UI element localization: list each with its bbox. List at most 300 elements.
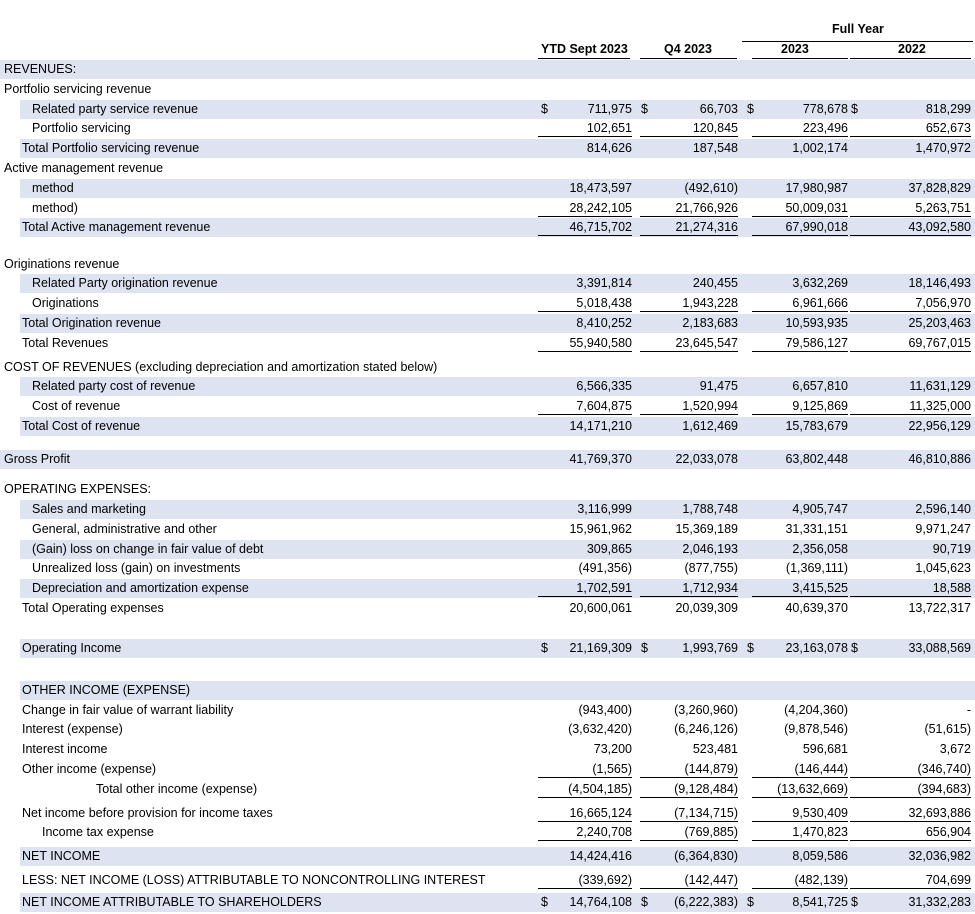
table-row	[20, 500, 975, 519]
table-cell	[752, 296, 848, 312]
row-label: (Gain) loss on change in fair value of debt	[32, 542, 264, 556]
table-cell	[538, 782, 632, 798]
cell-value: 1,002,174	[792, 141, 848, 155]
table-cell	[640, 379, 738, 394]
table-row	[0, 60, 975, 79]
table-cell	[850, 296, 971, 312]
cell-value: 11,325,000	[909, 399, 971, 413]
table-cell	[538, 316, 632, 331]
row-label: NET INCOME ATTRIBUTABLE TO SHAREHOLDERS	[22, 895, 322, 909]
cell-value: 309,865	[586, 542, 632, 556]
cell-value: 40,639,370	[785, 601, 848, 615]
table-cell	[538, 641, 632, 656]
column-header-2023: 2023	[781, 42, 809, 56]
cell-value: 1,520,994	[682, 399, 738, 413]
cell-value: 31,331,151	[785, 522, 848, 536]
cell-value: (51,615)	[924, 722, 971, 736]
table-cell	[850, 601, 971, 616]
cell-value: 814,626	[586, 141, 632, 155]
cell-value: 31,332,283	[908, 895, 971, 909]
cell-value: 28,242,105	[569, 201, 632, 215]
cell-value: 90,719	[932, 542, 971, 556]
cell-value: 18,473,597	[569, 181, 632, 195]
cell-value: (491,356)	[578, 561, 632, 575]
row-label: Total Active management revenue	[22, 220, 211, 234]
table-row	[0, 80, 975, 99]
cell-value: 8,410,252	[576, 316, 632, 330]
table-cell	[640, 641, 738, 656]
cell-value: 523,481	[692, 742, 738, 756]
dollar-sign: $	[747, 641, 754, 655]
cell-value: (339,692)	[578, 873, 632, 887]
column-header-ytd: YTD Sept 2023	[541, 42, 628, 56]
table-cell	[538, 806, 632, 822]
table-cell	[752, 452, 848, 467]
row-label: Related party service revenue	[32, 102, 199, 116]
cell-value: 656,904	[925, 825, 971, 839]
cell-value: 15,783,679	[785, 419, 848, 433]
row-label: Total Portfolio servicing revenue	[22, 141, 200, 155]
cell-value: 1,993,769	[682, 641, 738, 655]
dollar-sign: $	[641, 641, 648, 655]
table-cell	[538, 452, 632, 467]
table-row	[0, 559, 975, 578]
table-cell	[752, 762, 848, 778]
cell-value: 240,455	[692, 276, 738, 290]
cell-value: 18,146,493	[908, 276, 971, 290]
dollar-sign: $	[747, 895, 754, 909]
cell-value: (3,632,420)	[568, 722, 632, 736]
cell-value: 21,274,316	[675, 220, 738, 234]
table-cell	[752, 825, 848, 841]
cell-value: 20,600,061	[569, 601, 632, 615]
table-cell	[538, 895, 632, 910]
row-label: Total Cost of revenue	[22, 419, 141, 433]
row-label: Total Revenues	[22, 336, 109, 350]
full-year-header: Full Year	[832, 22, 884, 36]
cell-value: 46,715,702	[569, 220, 632, 234]
cell-value: (394,683)	[917, 782, 971, 796]
cell-value: 55,940,580	[569, 336, 632, 350]
table-cell	[850, 220, 971, 236]
table-cell	[752, 220, 848, 236]
table-cell	[752, 399, 848, 415]
row-label: OTHER INCOME (EXPENSE)	[22, 683, 191, 697]
row-label: Related party cost of revenue	[32, 379, 196, 393]
table-cell	[538, 379, 632, 394]
cell-value: (6,246,126)	[674, 722, 738, 736]
cell-value: 15,961,962	[569, 522, 632, 536]
row-label: Originations revenue	[4, 257, 120, 271]
dollar-sign: $	[641, 102, 648, 116]
dollar-sign: $	[541, 102, 548, 116]
cell-value: 2,183,683	[682, 316, 738, 330]
table-cell	[752, 121, 848, 137]
cell-value: 120,845	[692, 121, 738, 135]
cell-value: (13,632,669)	[777, 782, 848, 796]
cell-value: 818,299	[925, 102, 971, 116]
cell-value: 9,971,247	[915, 522, 971, 536]
table-row	[20, 139, 975, 158]
table-cell	[640, 542, 738, 557]
cell-value: 704,699	[925, 873, 971, 887]
table-cell	[640, 873, 738, 889]
cell-value: 46,810,886	[908, 452, 971, 466]
cell-value: 73,200	[593, 742, 632, 756]
cell-value: 2,596,140	[915, 502, 971, 516]
table-row	[20, 847, 975, 866]
table-row	[0, 871, 975, 890]
table-row	[0, 740, 975, 759]
table-cell	[850, 581, 971, 597]
table-cell	[747, 895, 848, 910]
table-cell	[850, 379, 971, 394]
table-cell	[640, 399, 738, 415]
table-cell	[850, 641, 971, 656]
table-cell	[752, 581, 848, 597]
table-cell	[850, 825, 971, 841]
table-row	[20, 639, 975, 658]
table-row	[20, 314, 975, 333]
table-row	[0, 255, 975, 274]
table-cell	[752, 703, 848, 718]
cell-value: 1,470,972	[915, 141, 971, 155]
table-cell	[538, 502, 632, 517]
table-cell	[850, 276, 971, 291]
cell-value: 7,604,875	[576, 399, 632, 413]
table-cell	[538, 121, 632, 137]
table-cell	[640, 782, 738, 798]
cell-value: 21,766,926	[675, 201, 738, 215]
row-label: method	[32, 181, 74, 195]
table-cell	[640, 201, 738, 217]
cell-value: (482,139)	[794, 873, 848, 887]
row-label: Total other income (expense)	[96, 782, 258, 796]
row-label: Portfolio servicing	[32, 121, 131, 135]
table-cell	[850, 419, 971, 434]
cell-value: (769,885)	[684, 825, 738, 839]
cell-value: (3,260,960)	[674, 703, 738, 717]
table-cell	[850, 849, 971, 864]
full-year-underline	[742, 41, 973, 42]
cell-value: (877,755)	[684, 561, 738, 575]
cell-value: 32,036,982	[908, 849, 971, 863]
cell-value: 14,171,210	[569, 419, 632, 433]
row-label: Other income (expense)	[22, 762, 157, 776]
table-cell	[850, 181, 971, 196]
table-cell	[752, 502, 848, 517]
dollar-sign: $	[747, 102, 754, 116]
table-cell	[538, 722, 632, 737]
cell-value: (346,740)	[917, 762, 971, 776]
cell-value: 7,056,970	[915, 296, 971, 310]
table-cell	[538, 581, 632, 597]
table-cell	[752, 542, 848, 557]
cell-value: (4,504,185)	[568, 782, 632, 796]
cell-value: 1,045,623	[915, 561, 971, 575]
table-row	[20, 579, 975, 598]
table-cell	[850, 141, 971, 156]
table-cell	[538, 336, 632, 352]
row-label: Related Party origination revenue	[32, 276, 218, 290]
table-cell	[538, 102, 632, 117]
table-cell	[640, 316, 738, 331]
table-cell	[850, 542, 971, 557]
cell-value: 2,046,193	[682, 542, 738, 556]
cell-value: (9,878,546)	[784, 722, 848, 736]
table-cell	[640, 703, 738, 718]
cell-value: 6,566,335	[576, 379, 632, 393]
row-label: Net income before provision for income taxes	[22, 806, 273, 820]
cell-value: 6,961,666	[792, 296, 848, 310]
cell-value: (146,444)	[794, 762, 848, 776]
cell-value: (492,610)	[684, 181, 738, 195]
table-cell	[850, 742, 971, 757]
table-cell	[752, 419, 848, 434]
cell-value: 8,059,586	[792, 849, 848, 863]
cell-value: 41,769,370	[569, 452, 632, 466]
cell-value: 8,541,725	[792, 895, 848, 909]
table-row	[20, 274, 975, 293]
cell-value: 11,631,129	[909, 379, 971, 393]
table-row	[0, 294, 975, 313]
table-row	[0, 397, 975, 416]
table-cell	[640, 742, 738, 757]
table-cell	[747, 102, 848, 117]
table-cell	[752, 873, 848, 889]
cell-value: 23,163,078	[785, 641, 848, 655]
table-cell	[538, 276, 632, 291]
table-cell	[640, 825, 738, 841]
table-cell	[640, 502, 738, 517]
dollar-sign: $	[541, 641, 548, 655]
cell-value: 25,203,463	[908, 316, 971, 330]
cell-value: (6,364,830)	[674, 849, 738, 863]
cell-value: 9,530,409	[792, 806, 848, 820]
table-row	[0, 159, 975, 178]
cell-value: 5,018,438	[576, 296, 632, 310]
cell-value: 3,632,269	[792, 276, 848, 290]
row-label: Gross Profit	[4, 452, 70, 466]
table-cell	[640, 419, 738, 434]
cell-value: 1,470,823	[792, 825, 848, 839]
table-row	[0, 450, 975, 469]
cell-value: 2,356,058	[792, 542, 848, 556]
cell-value: 1,612,469	[682, 419, 738, 433]
table-cell	[640, 452, 738, 467]
cell-value: 2,240,708	[576, 825, 632, 839]
table-cell	[640, 141, 738, 156]
cell-value: 63,802,448	[785, 452, 848, 466]
table-cell	[538, 742, 632, 757]
row-label: NET INCOME	[22, 849, 101, 863]
table-cell	[538, 601, 632, 616]
table-cell	[850, 102, 971, 117]
table-cell	[850, 452, 971, 467]
cell-value: 50,009,031	[785, 201, 848, 215]
cell-value: 22,956,129	[908, 419, 971, 433]
table-cell	[850, 201, 971, 217]
table-row	[20, 681, 975, 700]
row-label: Change in fair value of warrant liability	[22, 703, 234, 717]
table-cell	[747, 641, 848, 656]
table-cell	[538, 296, 632, 312]
table-cell	[752, 316, 848, 331]
table-cell	[640, 181, 738, 196]
cell-value: (6,222,383)	[674, 895, 738, 909]
table-row	[0, 520, 975, 539]
table-cell	[538, 873, 632, 889]
table-cell	[752, 276, 848, 291]
cell-value: 3,415,525	[792, 581, 848, 595]
cell-value: 14,424,416	[569, 849, 632, 863]
table-cell	[752, 522, 848, 537]
table-cell	[538, 762, 632, 778]
table-cell	[850, 336, 971, 352]
column-header-underline	[640, 58, 737, 59]
cell-value: 91,475	[699, 379, 738, 393]
row-label: Interest (expense)	[22, 722, 123, 736]
table-cell	[640, 895, 738, 910]
cell-value: (7,134,715)	[674, 806, 738, 820]
table-cell	[640, 561, 738, 576]
row-label: Active management revenue	[4, 161, 164, 175]
cell-value: 3,391,814	[576, 276, 632, 290]
table-row	[0, 358, 975, 377]
table-row	[0, 823, 975, 842]
cell-value: 33,088,569	[908, 641, 971, 655]
table-cell	[640, 722, 738, 737]
cell-value: 10,593,935	[785, 316, 848, 330]
table-cell	[850, 399, 971, 415]
cell-value: 596,681	[802, 742, 848, 756]
row-label: OPERATING EXPENSES:	[4, 482, 152, 496]
table-cell	[538, 201, 632, 217]
row-label: Sales and marketing	[32, 502, 146, 516]
cell-value: 711,975	[587, 102, 632, 116]
table-cell	[752, 601, 848, 616]
table-cell	[640, 849, 738, 864]
table-cell	[752, 181, 848, 196]
table-cell	[850, 121, 971, 137]
cell-value: 9,125,869	[792, 399, 848, 413]
table-cell	[752, 722, 848, 737]
table-row	[20, 540, 975, 559]
table-cell	[850, 502, 971, 517]
table-cell	[538, 825, 632, 841]
table-cell	[850, 561, 971, 576]
cell-value: 13,722,317	[908, 601, 971, 615]
table-cell	[640, 522, 738, 537]
cell-value: (1,565)	[592, 762, 632, 776]
cell-value: 21,169,309	[569, 641, 632, 655]
cell-value: 15,369,189	[675, 522, 738, 536]
table-cell	[640, 296, 738, 312]
table-cell	[538, 849, 632, 864]
cell-value: 22,033,078	[675, 452, 738, 466]
column-header-underline	[538, 58, 630, 59]
cell-value: -	[966, 703, 971, 717]
cell-value: 6,657,810	[792, 379, 848, 393]
cell-value: 37,828,829	[908, 181, 971, 195]
cell-value: (943,400)	[578, 703, 632, 717]
table-cell	[538, 220, 632, 236]
cell-value: 20,039,309	[675, 601, 738, 615]
table-row	[20, 179, 975, 198]
cell-value: (1,369,111)	[785, 561, 848, 575]
table-cell	[640, 220, 738, 236]
cell-value: 23,645,547	[675, 336, 738, 350]
table-row	[20, 377, 975, 396]
table-cell	[538, 181, 632, 196]
table-cell	[640, 102, 738, 117]
cell-value: 3,672	[939, 742, 971, 756]
table-cell	[640, 806, 738, 822]
column-header-underline	[752, 58, 848, 59]
cell-value: (144,879)	[684, 762, 738, 776]
table-cell	[752, 141, 848, 156]
row-label: REVENUES:	[4, 62, 77, 76]
cell-value: 66,703	[699, 102, 738, 116]
table-row	[0, 760, 975, 779]
cell-value: 16,665,124	[569, 806, 632, 820]
row-label: Cost of revenue	[32, 399, 121, 413]
cell-value: 1,712,934	[682, 581, 738, 595]
table-cell	[752, 201, 848, 217]
row-label: Originations	[32, 296, 99, 310]
table-cell	[850, 316, 971, 331]
table-cell	[640, 581, 738, 597]
table-cell	[538, 419, 632, 434]
table-cell	[850, 522, 971, 537]
dollar-sign: $	[541, 895, 548, 909]
table-cell	[850, 703, 971, 718]
table-row	[0, 780, 975, 799]
cell-value: 79,586,127	[785, 336, 848, 350]
row-label: LESS: NET INCOME (LOSS) ATTRIBUTABLE TO NONCONTROLLING INTEREST	[22, 873, 486, 887]
table-cell	[538, 561, 632, 576]
table-cell	[850, 873, 971, 889]
table-row	[0, 804, 975, 823]
cell-value: 778,678	[802, 102, 848, 116]
table-cell	[538, 703, 632, 718]
table-row	[20, 893, 975, 912]
cell-value: (9,128,484)	[674, 782, 738, 796]
cell-value: 187,548	[692, 141, 738, 155]
cell-value: 5,263,751	[915, 201, 971, 215]
table-row	[0, 701, 975, 720]
dollar-sign: $	[851, 895, 858, 909]
table-cell	[850, 722, 971, 737]
column-header-underline	[850, 58, 971, 59]
cell-value: 3,116,999	[577, 502, 632, 516]
table-row	[0, 119, 975, 138]
table-cell	[640, 121, 738, 137]
table-cell	[640, 601, 738, 616]
table-row	[0, 334, 975, 353]
table-cell	[752, 379, 848, 394]
dollar-sign: $	[851, 102, 858, 116]
column-header-q4: Q4 2023	[664, 42, 712, 56]
cell-value: 4,905,747	[792, 502, 848, 516]
cell-value: 43,092,580	[908, 220, 971, 234]
column-header-2022: 2022	[898, 42, 926, 56]
cell-value: (142,447)	[684, 873, 738, 887]
table-cell	[752, 561, 848, 576]
table-cell	[752, 806, 848, 822]
table-row	[0, 199, 975, 218]
table-cell	[538, 399, 632, 415]
